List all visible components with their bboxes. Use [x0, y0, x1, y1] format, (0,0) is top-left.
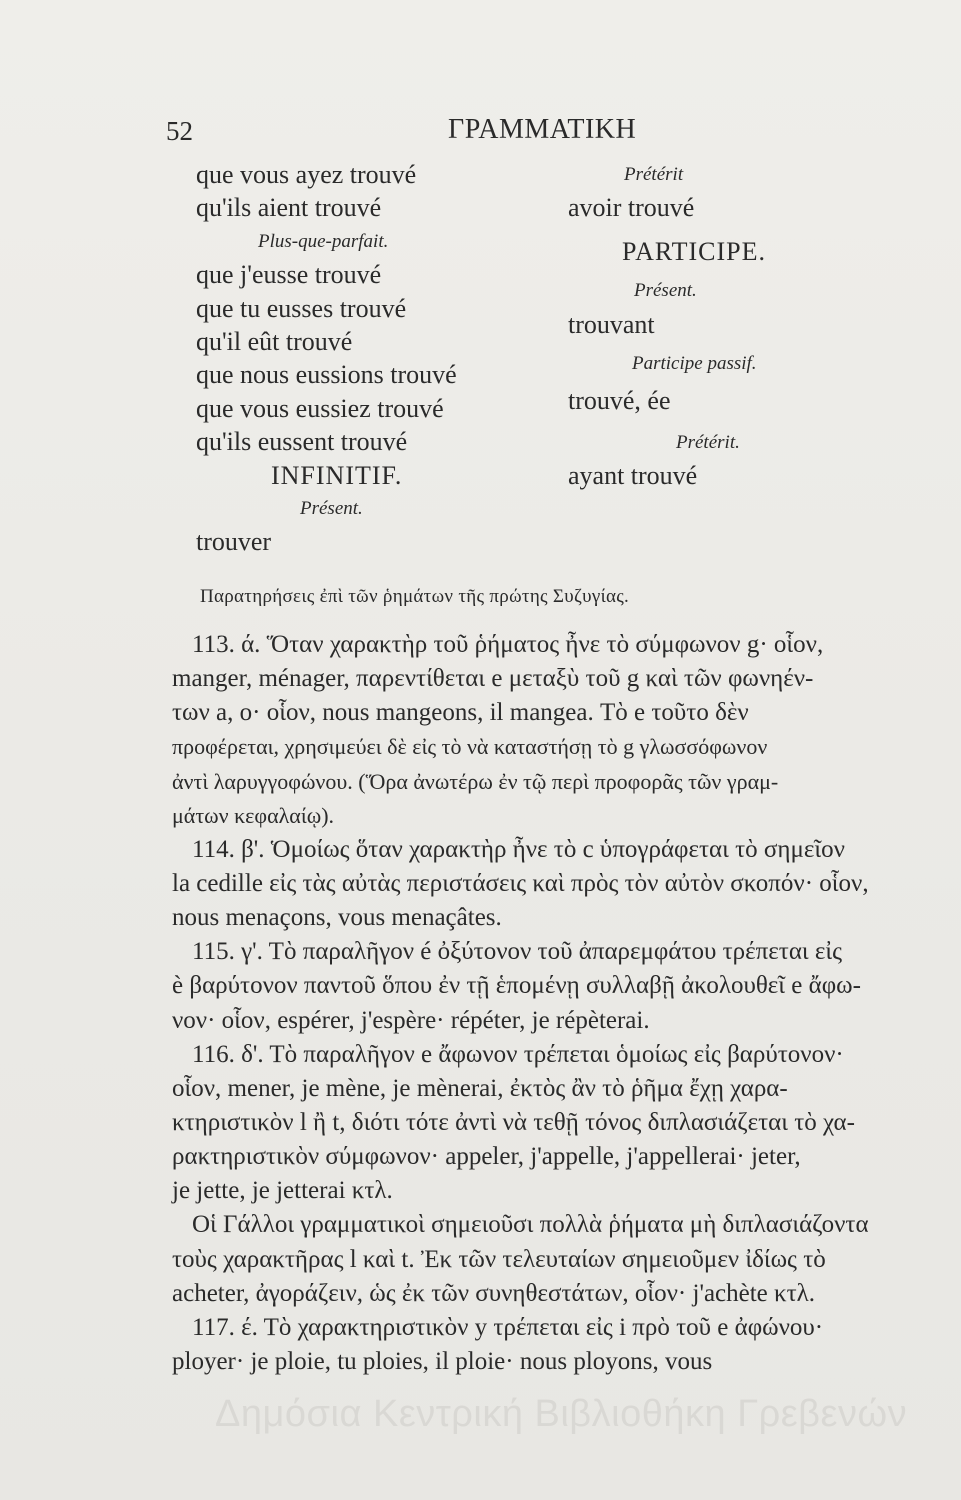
- conjugation-line: ayant trouvé: [568, 461, 698, 491]
- text-line: των a, o· οἷον, nous mangeons, il mangea. Τὸ e τοῦτο δὲν: [172, 699, 749, 727]
- conjugation-line: que vous ayez trouvé: [196, 160, 417, 189]
- text-line: μάτων κεφαλαίῳ).: [172, 802, 335, 828]
- conjugation-left-column: [196, 158, 546, 559]
- text-line: ἀντὶ λαρυγγοφώνου. (Ὅρα ἀνωτέρω ἐν τῷ περὶ προφορᾶς τῶν γραμ-: [172, 768, 779, 794]
- text-line: acheter, ἀγοράζειν, ὡς ἐκ τῶν συνηθεστάτων, οἷον· j'achète κτλ.: [172, 1279, 816, 1307]
- tense-heading: Présent.: [300, 497, 363, 519]
- running-title: ΓΡΑΜΜΑΤΙΚΗ: [448, 114, 637, 145]
- text-line: 117. έ. Τὸ χαρακτηριστικὸν y τρέπεται εἰς i πρὸ τοῦ e ἀφώνου·: [192, 1313, 824, 1341]
- text-line: ρακτηριστικὸν σύμφωνον· appeler, j'appelle, j'appellerai· jeter,: [172, 1143, 801, 1171]
- conjugation-right-column: [568, 158, 868, 493]
- text-line: je jette, je jetterai κτλ.: [172, 1177, 393, 1205]
- text-line: ployer· je ploie, tu ploies, il ploie· nous ployons, vous: [172, 1347, 713, 1375]
- remarks-body: [172, 628, 920, 1379]
- text-line: προφέρεται, χρησιμεύει δὲ εἰς τὸ νὰ καταστήσῃ τὸ g γλωσσόφωνον: [172, 734, 768, 760]
- mood-heading: PARTICIPE.: [622, 236, 767, 266]
- conjugation-line: trouvant: [568, 309, 655, 339]
- conjugation-line: que tu eusses trouvé: [196, 293, 407, 323]
- conjugation-line: qu'il eût trouvé: [196, 326, 353, 356]
- text-line: 115. γ'. Τὸ παραλῆγον é ὀξύτονον τοῦ ἀπαρεμφάτου τρέπεται εἰς: [192, 938, 843, 966]
- tense-heading: Plus-que-parfait.: [258, 230, 389, 252]
- tense-heading: Prétérit: [624, 164, 684, 185]
- mood-heading: INFINITIF.: [271, 460, 403, 490]
- text-line: νον· οἷον, espérer, j'espère· répéter, je répèterai.: [172, 1006, 650, 1034]
- tense-heading: Présent.: [634, 280, 697, 302]
- text-line: 116. δ'. Τὸ παραλῆγον e ἄφωνον τρέπεται ὁμοίως εἰς βαρύτονον·: [192, 1040, 844, 1068]
- conjugation-line: que j'eusse trouvé: [196, 260, 382, 290]
- text-line: nous menaçons, vous menaçâtes.: [172, 904, 502, 932]
- conjugation-line: avoir trouvé: [568, 193, 695, 223]
- text-line: 113. ά. Ὅταν χαρακτὴρ τοῦ ῥήματος ἦνε τὸ σύμφωνον g· οἷον,: [192, 631, 824, 658]
- conjugation-line: trouver: [196, 527, 272, 557]
- text-line: τοὺς χαρακτῆρας l καὶ t. Ἐκ τῶν τελευταίων σημειοῦμεν ἰδίως τὸ: [172, 1245, 826, 1273]
- text-line: κτηριστικὸν l ἢ t, διότι τότε ἀντὶ νὰ τεθῇ τόνος διπλασιάζεται τὸ χα-: [172, 1108, 855, 1136]
- conjugation-line: qu'ils eussent trouvé: [196, 427, 408, 457]
- text-line: οἷον, mener, je mène, je mènerai, ἐκτὸς ἂν τὸ ῥῆμα ἔχῃ χαρα-: [172, 1074, 788, 1102]
- conjugation-line: qu'ils aient trouvé: [196, 193, 382, 223]
- remarks-title: Παρατηρήσεις ἐπὶ τῶν ῥημάτων τῆς πρώτης Συζυγίας.: [200, 586, 630, 607]
- text-line: la cedille εἰς τὰς αὐτὰς περιστάσεις καὶ πρὸς τὸν αὐτὸν σκοπόν· οἷον,: [172, 869, 869, 897]
- tense-heading: Prétérit.: [676, 431, 740, 453]
- library-watermark: Δημόσια Κεντρική Βιβλιοθήκη Γρεβενών: [215, 1393, 908, 1435]
- tense-heading: Participe passif.: [632, 352, 757, 374]
- page-number: 52: [166, 116, 193, 146]
- text-line: è βαρύτονον παντοῦ ὅπου ἐν τῇ ἑπομένῃ συλλαβῇ ἀκολουθεῖ e ἄφω-: [172, 972, 861, 1000]
- conjugation-line: que nous eussions trouvé: [196, 360, 457, 390]
- text-line: manger, ménager, παρεντίθεται e μεταξὺ τοῦ g καὶ τῶν φωνηέν-: [172, 665, 814, 693]
- text-line: 114. β'. Ὁμοίως ὅταν χαρακτὴρ ἦνε τὸ c ὑπογράφεται τὸ σημεῖον: [192, 835, 845, 863]
- conjugation-line: que vous eussiez trouvé: [196, 393, 444, 423]
- conjugation-line: trouvé, ée: [568, 386, 671, 416]
- text-line: Οἱ Γάλλοι γραμματικοὶ σημειοῦσι πολλὰ ῥήματα μὴ διπλασιάζοντα: [192, 1211, 869, 1239]
